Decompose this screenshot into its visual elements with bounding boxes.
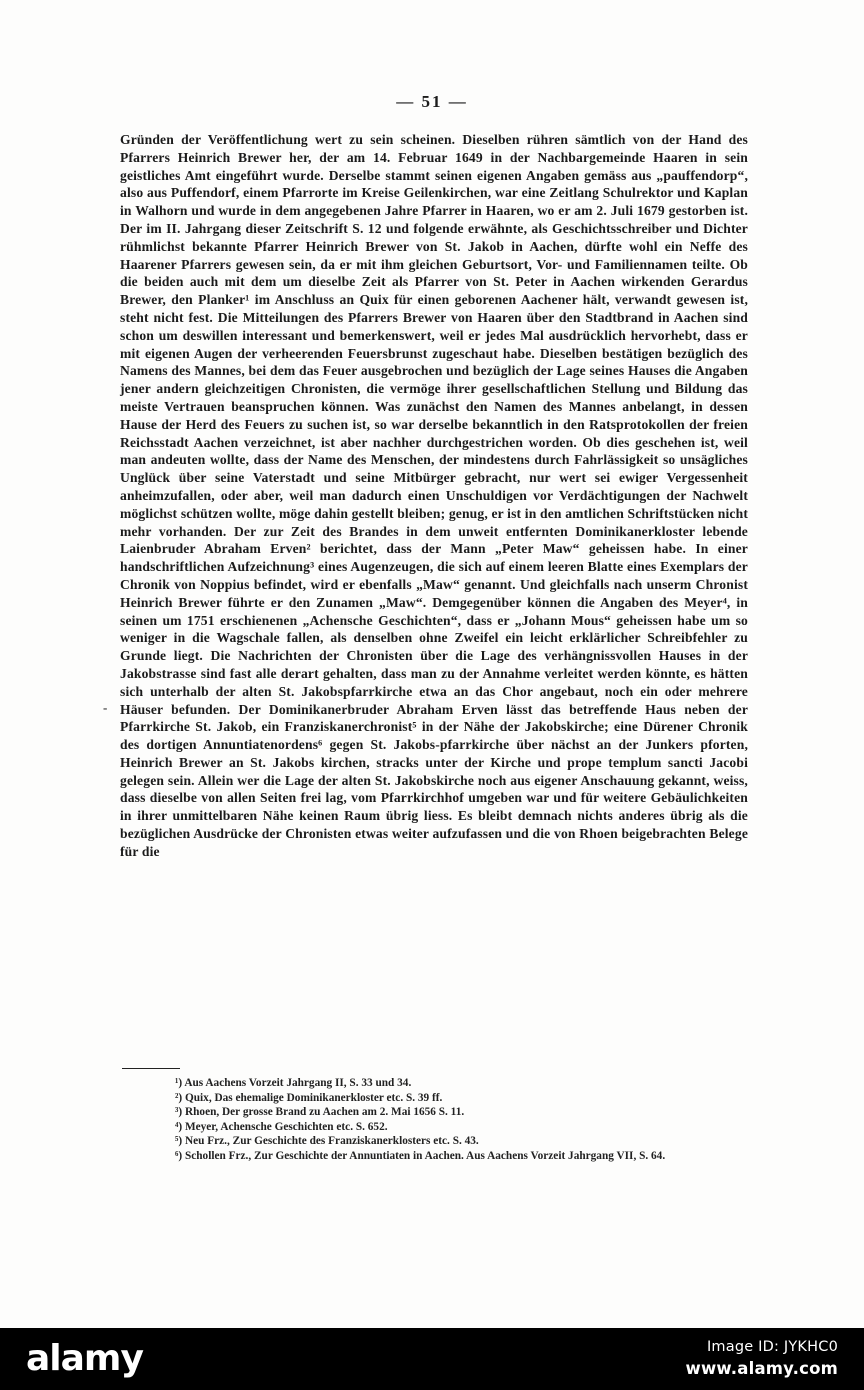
footnote-6: ⁶) Schollen Frz., Zur Geschichte der Annuntiaten in Aachen. Aus Aachens Vorzeit Jahrgang VII, S. 64. — [175, 1149, 666, 1162]
watermark-bar — [0, 1328, 864, 1390]
footnote-1: ¹) Aus Aachens Vorzeit Jahrgang II, S. 33 und 34. — [175, 1077, 412, 1089]
footnotes-section — [120, 1076, 752, 1164]
scan-artifact-mark: - — [103, 700, 108, 715]
body-paragraph: Gründen der Veröffentlichung wert zu sein scheinen. Dieselben rühren sämtlich von der Hand des Pfarrers Heinrich Brewer her, der am 14. Februar 1649 in der Nachbargemeinde Haaren in sein geistliches Amt eingeführt wurde. Derselbe stammt seinen eigenen Angaben gemäss aus „pauffendorp“, also aus Puffendorf, einem Pfarrorte im Kreise Geilenkirchen, war eine Zeitlang Schulrektor und Kaplan in Walhorn und wurde in dem angegebenen Jahre Pfarrer in Haaren, wo er am 2. Juli 1679 gestorben ist. Der im II. Jahrgang dieser Zeitschrift S. 12 und folgende erwähnte, als Geschichtsschreiber und Dichter rühmlichst bekannte Pfarrer Heinrich Brewer von St. Jakob in Aachen, dürfte wohl ein Neffe des Haarener Pfarrers gewesen sein, da er mit ihm gleichen Geburtsort, Vor- und Familiennamen teilte. Ob die beiden auch mit dem um dieselbe Zeit als Pfarrer von St. Peter in Aachen wirkenden Gerardus Brewer, den Planker¹ im Anschluss an Quix für einen geborenen Aachener hält, verwandt gewesen ist, steht nicht fest. Die Mitteilungen des Pfarrers Brewer von Haaren über den Stadtbrand in Aachen sind schon um deswillen interessant und bemerkenswert, weil er jedes Mal ausdrücklich hervorhebt, dass er mit eigenen Augen der verheerenden Feuersbrunst zugeschaut habe. Dieselben bestätigen bezüglich des Namens des Mannes, bei dem das Feuer ausgebrochen und bezüglich der Lage seines Hauses die Angaben jener andern gleichzeitigen Chronisten, die vermöge ihrer gesellschaftlichen Stellung und Bildung das meiste Vertrauen beanspruchen können. Was zunächst den Namen des Mannes anbelangt, in dessen Hause der Herd des Feuers zu suchen ist, so war derselbe bekanntlich in den Ratsprotokollen der freien Reichsstadt Aachen verzeichnet, ist aber nachher durchgestrichen worden. Ob dies geschehen ist, weil man andeuten wollte, dass der Name des Menschen, der mindestens durch Fahrlässigkeit so unsägliches Unglück über seine Vaterstadt und seine Mitbürger gebracht, nur wert sei ewiger Vergessenheit anheimzufallen, oder aber, weil man dadurch einen Unschuldigen vor Verdächtigungen der Nachwelt möglichst schützen wollte, möge dahin gestellt bleiben; genug, er ist in den amtlichen Schriftstücken nicht mehr vorhanden. Der zur Zeit des Brandes in dem unweit entfernten Dominikanerkloster lebende Laienbruder Abraham Erven² berichtet, dass der Mann „Peter Maw“ geheissen habe. In einer handschriftlichen Aufzeichnung³ eines Augenzeugen, die sich auf einem leeren Blatte eines Exemplars der Chronik von Noppius befindet, wird er ebenfalls „Maw“ genannt. Und gleichfalls nach unserm Chronist Heinrich Brewer führte er den Zunamen „Maw“. Demgegenüber können die Angaben des Meyer⁴, in seinen um 1751 erschienenen „Achensche Geschichten“, dass er „Johann Mous“ geheissen habe um so weniger in die Wagschale fallen, als denselben ohne Zweifel ein leicht erklärlicher Schreibfehler zu Grunde liegt. Die Nachrichten der Chronisten über die Lage des verhängnissvollen Hauses in der Jakobstrasse sind fast alle derart gehalten, dass man zu der Annahme verleitet werden könnte, es hätten sich unterhalb der alten St. Jakobspfarrkirche etwa an das Chor angebaut, noch ein oder mehrere Häuser befunden. Der Dominikanerbruder Abraham Erven lässt das betreffende Haus neben der Pfarrkirche St. Jakob, ein Franziskanerchronist⁵ in der Nähe der Jakobskirche; eine Dürener Chronik des dortigen Annuntiatenordens⁶ gegen St. Jakobs-pfarrkirche über nächst an der Junkers pforten, Heinrich Brewer an St. Jakobs kirchen, stracks unter der Kirche und prope templum sancti Jacobi gelegen sein. Allein wer die Lage der alten St. Jakobskirche noch aus eigener Anschauung gekannt, weiss, dass dieselbe von allen Seiten frei lag, vom Pfarrkirchhof umgeben war und für weitere Gebäulichkeiten in ihrer unmittelbaren Nähe keinen Raum übrig liess. Es bleibt demnach nichts anderes übrig als die bezüglichen Ausdrücke der Chronisten etwas weiter aufzufassen und die von Rhoen beigebrachten Belege für die — [120, 132, 748, 859]
footnote-4: ⁴) Meyer, Achensche Geschichten etc. S. 652. — [175, 1120, 388, 1133]
page-number: — 51 — — [396, 92, 468, 111]
footnote-5: ⁵) Neu Frz., Zur Geschichte des Franziskanerklosters etc. S. 43. — [175, 1135, 479, 1148]
footnote-2: ²) Quix, Das ehemalige Dominikanerkloster etc. S. 39 ff. — [175, 1091, 443, 1104]
image-id-label: Image ID: JYKHC0 — [706, 1339, 838, 1356]
alamy-logo: alamy — [26, 1338, 143, 1379]
alamy-url: www.alamy.com — [685, 1358, 838, 1378]
footnote-divider — [122, 1068, 180, 1069]
watermark-info — [686, 1338, 838, 1380]
footnote-3: ³) Rhoen, Der grosse Brand zu Aachen am 2. Mai 1656 S. 11. — [175, 1106, 465, 1119]
